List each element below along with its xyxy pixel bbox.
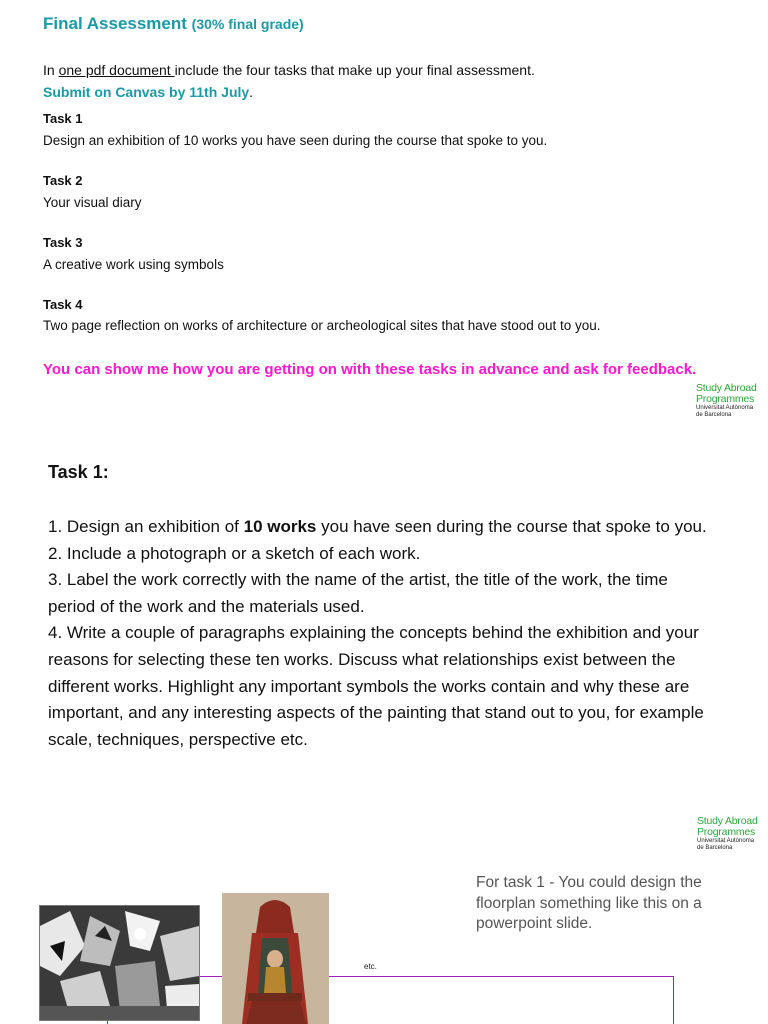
task-4-heading: Task 4 — [43, 297, 83, 312]
study-abroad-logo — [696, 383, 757, 419]
task-1-detail-body — [48, 514, 718, 753]
submit-end: . — [249, 84, 254, 100]
item-1-bold: 10 works — [243, 517, 317, 536]
submit-line — [43, 84, 253, 100]
task-3-description: A creative work using symbols — [43, 257, 224, 272]
etc-label: etc. — [364, 962, 377, 971]
task-1-item-3: 3. Label the work correctly with the name of the artist, the title of the work, the time period of the work and the materials used. — [48, 570, 668, 616]
task-4-description: Two page reflection on works of architecture or archeological sites that have stood out to you. — [43, 318, 601, 333]
intro-prefix: In — [43, 62, 59, 78]
artwork-image-statue — [222, 893, 329, 1024]
task-3-heading: Task 3 — [43, 235, 83, 250]
page-title — [43, 14, 304, 34]
floorplan-note: For task 1 - You could design the floorplan something like this on a powerpoint slide. — [476, 874, 702, 932]
task-2-description: Your visual diary — [43, 195, 142, 210]
title-note: (30% final grade) — [191, 16, 304, 32]
item-1-start: 1. Design an exhibition of — [48, 517, 244, 536]
task-1-detail-title: Task 1: — [48, 462, 109, 482]
logo2-line-1: Study Abroad — [697, 815, 758, 827]
task-1-item-2: 2. Include a photograph or a sketch of each work. — [48, 543, 421, 563]
artwork-image-mural — [39, 905, 200, 1021]
task-1-item-4: 4. Write a couple of paragraphs explaining the concepts behind the exhibition and your reasons for selecting these ten works. Discuss what relationships exist between the different works. Highlight any important symbols the works contain and why these are important, and any interesting aspects of the painting that stand out to you, for example scale, techniques, perspective etc. — [48, 623, 704, 749]
logo2-line-4: de Barcelona — [697, 845, 733, 851]
logo2-line-3: Universitat Autònoma — [697, 838, 755, 844]
task-1-item-1 — [48, 514, 718, 541]
task-2-heading: Task 2 — [43, 173, 83, 188]
floorplan-line — [329, 976, 674, 977]
logo-line-3: Universitat Autònoma — [696, 405, 754, 411]
title-text: Final Assessment — [43, 14, 187, 33]
intro-suffix: include the four tasks that make up your final assessment. — [174, 62, 535, 78]
feedback-note: You can show me how you are getting on with these tasks in advance and ask for feedback. — [43, 361, 697, 378]
logo-line-4: de Barcelona — [696, 412, 732, 418]
intro-line — [43, 62, 535, 78]
logo2-line-2: Programmes — [697, 826, 756, 838]
statue-image — [222, 893, 329, 1024]
floorplan-line — [198, 976, 223, 977]
task-1-heading: Task 1 — [43, 111, 83, 126]
floorplan-line — [673, 976, 674, 1024]
intro-underlined: one pdf document — [58, 62, 175, 78]
task-1-description: Design an exhibition of 10 works you have seen during the course that spoke to you. — [43, 133, 548, 148]
item-1-end: you have seen during the course that spoke to you. — [316, 517, 707, 536]
mural-image — [40, 906, 199, 1020]
submit-deadline: Submit on Canvas by 11th July — [43, 84, 250, 100]
study-abroad-logo-2 — [697, 816, 758, 852]
logo-line-2: Programmes — [696, 393, 755, 405]
logo-line-1: Study Abroad — [696, 382, 757, 394]
